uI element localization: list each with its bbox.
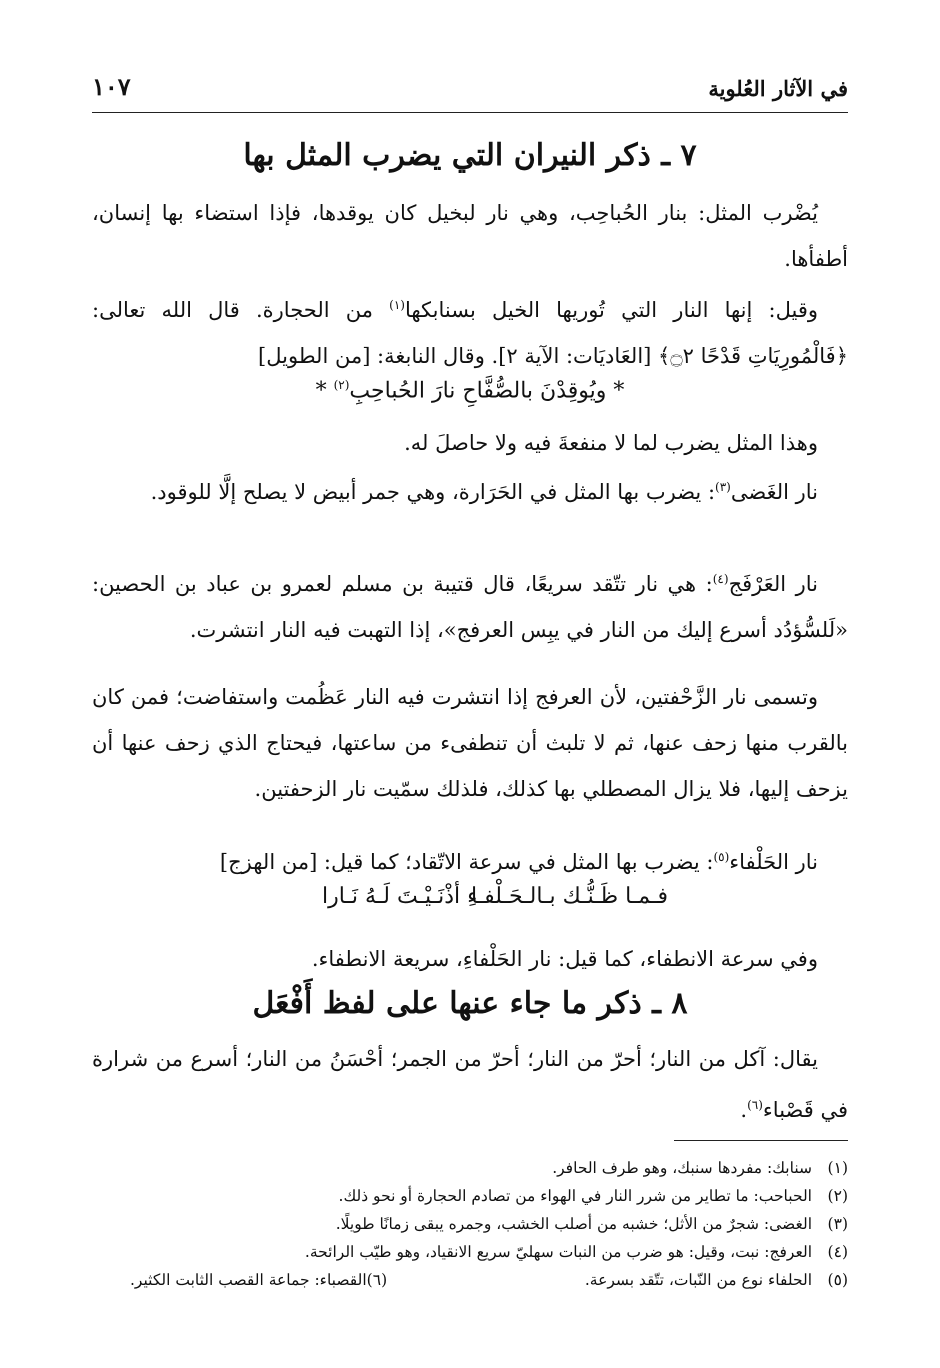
footnote-ref-1[interactable]: (١): [389, 298, 405, 312]
term-ghada: نار الغَضى: [730, 480, 818, 504]
footnote-number: (٣): [827, 1215, 848, 1233]
paragraph-halfa: [92, 834, 848, 885]
footnote-text: العرفج: نبت، وقيل: هو ضرب من النبات سهليّ سريع الانقياد، وهو طيّب الرائحة.: [304, 1243, 812, 1261]
section-7-heading: ٧ ـ ذكر النيران التي يضرب المثل بها: [243, 138, 697, 173]
running-title: في الآثار العُلوية: [708, 76, 848, 101]
footnote-3: [92, 1210, 848, 1238]
footnote-1: [92, 1154, 848, 1182]
paragraph-text-continued: : يضرب بها المثل في الحَرَارة، وهي جمر أبيض لا يصلح إلَّا للوقود.: [150, 480, 716, 504]
paragraph-end: .: [740, 1098, 748, 1122]
paragraph-text-continued: : هي نار تتّقد سريعًا، قال قتيبة بن مسلم لعمرو بن عباد بن الحصين: «لَلسُّؤدُد أسرع إليك من النار في يبِس العرفج»، إذا التهبت فيه النار انتشرت.: [92, 572, 848, 642]
paragraph-text: وقيل: إنها النار التي تُوريها الخيل بسنابكها: [404, 298, 819, 322]
footnote-number: (٢): [827, 1187, 848, 1205]
term-halfa: نار الحَلْفاء: [729, 850, 818, 874]
paragraph-text: يقال: آكل من النار؛ أحرّ من النار؛ أحرّ من الجمر؛ أحْسَنُ من النار؛ أسرع من شرارة في قَصْباء: [92, 1047, 848, 1122]
term-arfaj: نار العَرْفَج: [728, 572, 819, 596]
footnote-ref-3[interactable]: (٣): [715, 480, 731, 494]
footnote-4: [92, 1238, 848, 1266]
footnote-number: (٦): [366, 1271, 388, 1289]
footnote-text: القصباء: جماعة القصب الثابت الكثير.: [130, 1271, 367, 1289]
paragraph-arfaj: [92, 556, 848, 653]
footnote-number: (٥): [827, 1271, 848, 1289]
verse-nabigha: [92, 378, 848, 403]
verse-text: * ويُوقِدْنَ بالصُّفَّاحِ نارَ الحُباحِبِ: [349, 378, 625, 404]
paragraph-text-continued: : يضرب بها المثل في سرعة الاتّقاد؛ كما قيل: [من الهزج]: [219, 850, 714, 874]
page-header: [92, 72, 848, 113]
footnote-2: [92, 1182, 848, 1210]
footnote-text: الغضى: شجرٌ من الأثل؛ خشبه من أصلب الخشب، وجمره يبقى زمانًا طويلًا.: [335, 1215, 812, 1233]
paragraph-text-continued: من الحجارة. قال الله تعالى: ﴿فَالْمُورِيَاتِ قَدْحًا ۝٢﴾ [العَاديَات: الآية ٢]. وقال النابغة: [من الطويل]: [92, 298, 848, 368]
footnote-text: سنابك: مفردها سنبك، وهو طرف الحافر.: [552, 1159, 812, 1177]
section-8-heading: ٨ ـ ذكر ما جاء عنها على لفظ أَفْعَل: [252, 986, 688, 1021]
footnote-ref-2[interactable]: (٢): [333, 378, 350, 392]
paragraph-af-al: [92, 1036, 848, 1133]
paragraph-no-benefit: وهذا المثل يضرب لما لا منفعةَ فيه ولا حاصلَ له.: [404, 431, 818, 455]
paragraph-habahib: يُضْرب المثل: بنار الحُباحِب، وهي نار لبخيل كان يوقدها، فإذا استضاء بها إنسان، أطفأها.: [92, 201, 848, 271]
footnote-ref-6[interactable]: (٦): [747, 1098, 763, 1112]
paragraph-sanabik: [92, 282, 848, 379]
footnote-number: (١): [827, 1159, 848, 1177]
verse-end: *: [315, 378, 334, 404]
paragraph-extinguish: وفي سرعة الانطفاء، كما قيل: نار الحَلْفاءِ، سريعة الانطفاء.: [311, 947, 818, 971]
footnote-text: الحلفاء نوع من النّبات، تتّقد بسرعة.: [584, 1271, 812, 1289]
footnote-text: الحباحب: ما تطاير من شرر النار في الهواء من تصادم الحجارة أو نحو ذلك.: [338, 1187, 812, 1205]
verse-halfa: [92, 884, 848, 924]
footnote-divider: [674, 1140, 848, 1141]
page-number: ١٠٧: [92, 72, 131, 101]
footnote-ref-4[interactable]: (٤): [712, 572, 729, 586]
footnote-number: (٤): [827, 1243, 848, 1261]
footnote-ref-5[interactable]: (٥): [713, 850, 730, 864]
paragraph-zahfatain: وتسمى نار الزَّحْفتين، لأن العرفج إذا انتشرت فيه النار عَظُمت واستفاضت؛ فمن كان بالقرب منها زحف عنها، ثم لا تلبث أن تنطفىء من ساعتها، فيحتاج الذي زحف عنها أن يزحف إليها، فلا يزال المصطلي بها كذلك، فلذلك سمّيت نار الزحفتين.: [92, 685, 848, 801]
footnote-6: [130, 1266, 387, 1294]
verse-second-hemistich: ءِ أذْنَـيْـتَ لَـهُ نَـارا: [322, 884, 478, 909]
verse-first-hemistich: فـمـا ظَـنُّـك بـالـحَـلْفـا: [470, 884, 668, 909]
paragraph-ghada: [92, 464, 848, 515]
